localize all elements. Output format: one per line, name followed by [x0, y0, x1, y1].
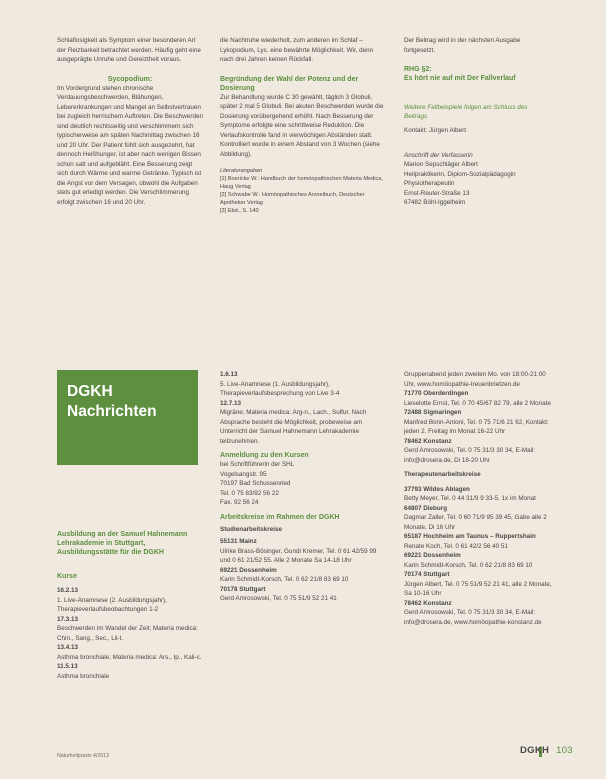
kurs-date: 11.5.13 — [57, 663, 78, 670]
course-date: 12.7.13 — [220, 399, 242, 407]
dgkh-box-title: DGKH — [67, 383, 113, 400]
anmeldung-line: 70197 Bad Schussenried — [220, 480, 291, 487]
green-note-line2: Beitrags — [404, 113, 428, 120]
green-note-line1: Weitere Fallbeispiele folgen am Schluss des — [404, 104, 528, 111]
top-column-left — [57, 36, 203, 207]
studien-text: Karin Schmidt-Korsch, Tel. 0 62 21/8 83 69 10 — [220, 576, 349, 583]
section-title-potency: Begründung der Wahl der Potenz und der Dosierung — [220, 75, 359, 92]
footer-label: DGKH — [520, 745, 550, 756]
place-text: Lieselotte Ernst, Tel. 0 70 45/67 82 79, alle 2 Monate — [404, 399, 551, 407]
therapeut-place: 69221 Dossenheim — [404, 552, 461, 559]
dgkh-box-subtitle: Nachrichten — [67, 403, 157, 420]
top-column-middle — [220, 36, 386, 215]
place-text: Manfred Bonn-Antoni, Tel. 0 75 71/6 21 62, Kontakt: jeden 2. Freitag im Monat 16-22 Uhr — [404, 418, 549, 435]
therapeut-text: Jürgen Albert, Tel. 0 75 51/9 52 21 41, alle 2 Monate, Sa 10-16 Uhr — [404, 580, 552, 597]
rhg-title-line1: RHG §2: — [404, 66, 432, 73]
studien-text: Gerd Amrosowski, Tel. 0 75 51/9 52 21 41 — [220, 595, 337, 602]
section-title-sycopodium: Sycopodium: — [107, 75, 153, 83]
therapeut-place: 78462 Konstanz — [404, 599, 452, 607]
arbeitskreise-title: Arbeitskreise im Rahmen der DGKH — [220, 513, 340, 521]
therapeut-place: 70174 Stuttgart — [404, 571, 450, 578]
therapeut-text: Betty Meyer, Tel. 0 44 31/9 9 33-5, 1x im Monat — [404, 495, 536, 502]
author-heading: Anschrift der Verfasserin — [404, 151, 473, 159]
studien-place: 69221 Dossenheim — [220, 566, 277, 574]
reference-item: [3] Ebd., S. 140 — [220, 208, 259, 214]
course-text: 5. Live-Anamnese (1. Ausbildungsjahr), Therapieverlaufsbesprechung von Live 3-4 — [220, 380, 340, 397]
kurs-date: 13.4.13 — [57, 644, 79, 651]
kurs-text: Asthma bronchiale — [57, 672, 110, 680]
therapeut-place: 65187 Hochheim am Taunus – Ruppertshain — [404, 533, 536, 540]
studien-place: 55131 Mainz — [220, 538, 257, 545]
reference-item: [2] Schwabe W.: Homöopathisches Arzneibuch, Deutscher Apotheker Verlag — [220, 192, 365, 206]
studien-place: 70178 Stuttgart — [220, 585, 266, 593]
page-number: 103 — [556, 745, 573, 756]
rhg-title-line2: Es hört nie auf mit Der Fallverlauf — [404, 75, 516, 82]
course-date: 1.6.13 — [220, 371, 238, 378]
anmeldung-title: Anmeldung zu den Kursen — [220, 452, 309, 459]
therapeut-text: Karin Schmidt-Korsch, Tel. 0 62 21/8 83 69 10 — [404, 561, 533, 569]
kurs-text: Beschwerden im Wandel der Zeit; Materia medica: Chin., Sang., Sec., Lil-t. — [57, 625, 198, 642]
kurs-date: 16.2.13 — [57, 587, 79, 594]
kurs-text: Asthma bronchiale; Materia medica: Ars., Ip., Kali-c. — [57, 653, 202, 661]
body-text: Im Vordergrund stehen chronische Verdauungsbeschwerden, Blähungen, Lebererkrankungen und Mangel an Selbstvertrauen bei zugleich herrischem Auftreten. Die Beschwerden sind deutlich rechtsseitig und verschlimmern sich typischerweise am späten Nachmittag zwischen 16 und 20 Uhr. Der Patient fühlt sich ausgezehrt, hat dennoch Heißhunger, ist aber nach wenigen Bissen schon satt und aufgebläht. Eine Besserung zeigt sich durch Wärme und warme Getränke. Typisch ist die Angst vor dem Versagen, obwohl die Aufgaben stets gut erledigt werden. Die Verschlimmerung erfolgt zwischen 16 und 20 Uhr. — [57, 84, 203, 206]
right-intro: Gruppenabend jeden zweiten Mo. von 18:00-21:00 Uhr, www.homöopathie-treuenbrietzen.de — [404, 371, 546, 388]
dgkh-column-middle — [220, 370, 386, 604]
contact-line: Kontakt: Jürgen Albert — [404, 127, 466, 134]
anmeldung-line: Tel. 0 75 83/92 56 22 — [220, 489, 279, 497]
studien-title: Studienarbeitskreise — [220, 525, 282, 533]
author-line: Physiotherapeutin — [404, 180, 455, 187]
kurs-date: 17.3.13 — [57, 615, 79, 623]
references — [220, 167, 386, 215]
reference-item: [1] Boericke W.: Handbuch der homöopathischen Materia Medica, Haug Verlag — [220, 176, 383, 190]
therapeut-place: 64807 Dieburg — [404, 504, 448, 512]
anmeldung-line: Vogelsangstr. 95 — [220, 470, 267, 478]
page-footer — [520, 745, 573, 756]
kurse-title: Kurse — [57, 573, 77, 580]
place-title: 72488 Sigmaringen — [404, 409, 462, 416]
therapeut-text: Gerd Amrosowski, Tel. 0 75 31/3 30 34, E-Mail: info@drosera.de, www.homöopathie-konstanz.de — [404, 609, 542, 626]
author-line: Ernst-Reuter-Straße 13 — [404, 189, 470, 197]
intro-text: die Nachtruhe wiederholt, zum anderen im Schlaf – Lykopodium, Lyc. eine bewährte Möglichkeit. Wir, denn nach drei Jahren keinen Rückfall. — [220, 37, 374, 63]
therapeut-place: 37793 Wildes Ablagen — [404, 485, 470, 493]
journal-footer: Naturheilpraxis 4/2013 — [57, 753, 109, 759]
intro-text: Schlaflosigkeit als Symptom einer besonderen Art der Reizbarkeit betrachtet werden. Häufig geht eine ausgeprägte Unruhe und Gereiztheit voraus. — [57, 37, 201, 63]
anmeldung-line: bei Schriftführerin der SHL — [220, 461, 295, 468]
dgkh-news-box — [57, 370, 198, 465]
training-title: Ausbildung an der Samuel Hahnemann Lehrakademie in Stuttgart, Ausbildungsstätte für die DGKH — [57, 531, 188, 556]
dgkh-column-left — [57, 530, 203, 681]
place-title: 78462 Konstanz — [404, 437, 452, 445]
author-line: 67482 Böhl-Iggelheim — [404, 199, 466, 206]
anmeldung-line: Fax. 92 56 24 — [220, 499, 259, 506]
author-line: Heilpraktikerin, Diplom-Sozialpädagogin — [404, 170, 516, 178]
place-text: Gerd Amrosowski, Tel. 0 75 31/3 30 34, E-Mail: info@drosera.de, Di 18-20 Uhr — [404, 447, 536, 464]
studien-text: Ulrike Brass-Bösinger, Gundi Kremer, Tel. 0 61 42/59 99 und 0 61 21/52 55. Alle 2 Monate Sa 14-18 Uhr — [220, 547, 377, 564]
kurs-text: 1. Live-Anamnese (2. Ausbildungsjahr), Therapieverlaufsbeobachtungen 1-2 — [57, 596, 167, 613]
references-heading: Literaturangaben — [220, 168, 263, 174]
intro-text: Der Beitrag wird in der nächsten Ausgabe fortgesetzt. — [404, 37, 521, 54]
author-line: Marion Sepschläger Albert — [404, 161, 478, 168]
place-title: 71770 Oberderdingen — [404, 390, 469, 397]
course-text: Migräne; Materia medica: Arg-n., Lach., Sulfur. Nach Absprache besteht die Möglichkeit, probeweise am Unterricht der Samuel Hahnemann Lehrakademie teilzunehmen. — [220, 409, 367, 445]
therapeut-text: Dagmar Zaller, Tel. 0 60 71/9 95 39 45, Gabe alle 2 Monate, Di 16 Uhr — [404, 514, 547, 531]
therapeut-text: Renate Koch, Tel. 0 61 42/2 56 40 51 — [404, 542, 508, 550]
body-text: Zur Behandlung wurde C 30 gewählt, täglich 3 Globuli, später 2 mal 5 Globuli. Bei akuten Beschwerden wurde die Dosierung vorübergehend erhöht. Nach Besserung der Symptome erfolgte eine schrittweise Reduktion. Die Verlaufskontrolle fand in vierwöchigen Abständen statt. Kontrolliert wurde in einem Abstand von 3 Wochen (siehe Abbildung). — [220, 93, 384, 158]
top-column-right — [404, 36, 550, 208]
dgkh-column-right — [404, 370, 552, 627]
therapeuten-title: Therapeutenarbeitskreise — [404, 471, 481, 478]
